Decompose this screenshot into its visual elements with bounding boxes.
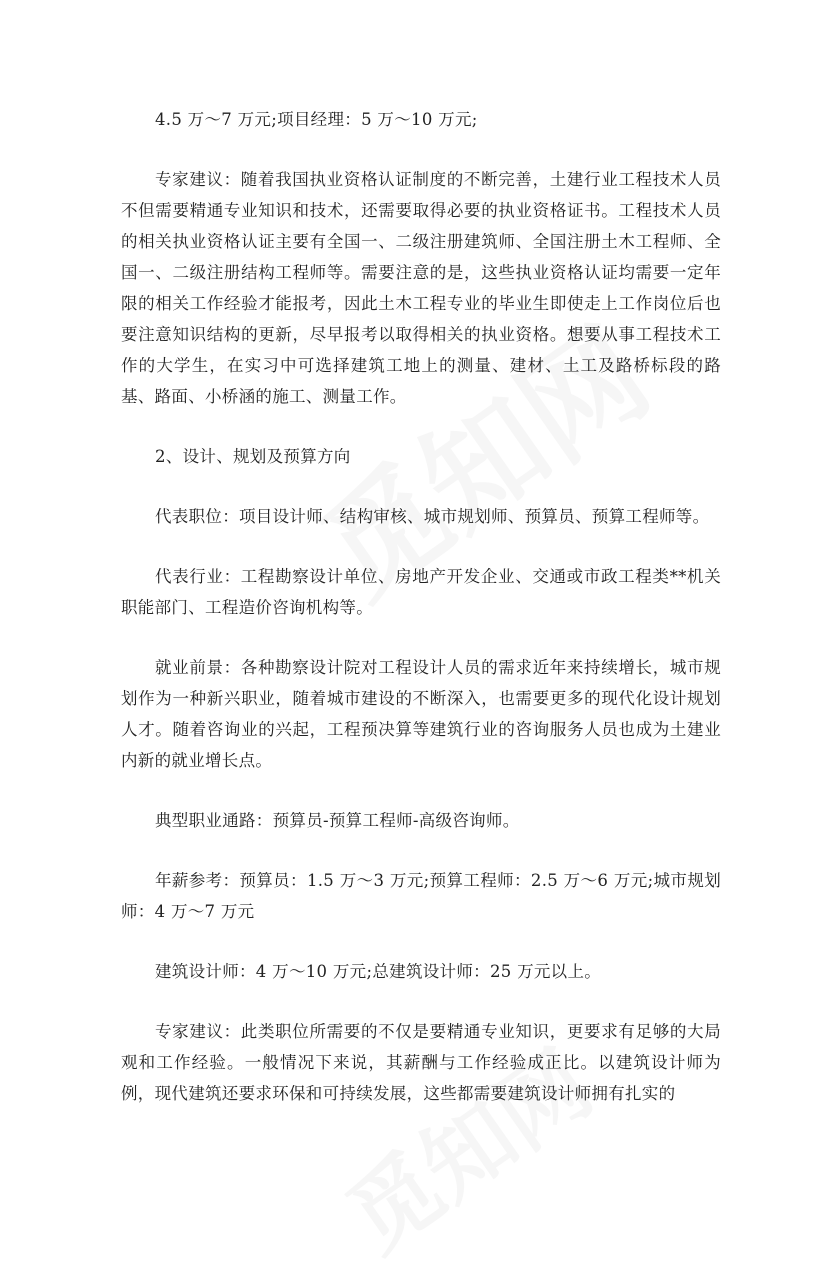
paragraph-architect-salary: 建筑设计师：4 万～10 万元;总建筑设计师：25 万元以上。 xyxy=(155,962,602,981)
paragraph-salary-continued: 4.5 万～7 万元;项目经理：5 万～10 万元; xyxy=(155,110,478,129)
paragraph-industries: 代表行业：工程勘察设计单位、房地产开发企业、交通或市政工程类**机关职能部门、工程造价咨询机构等。 xyxy=(121,567,721,617)
section-heading-design: 2、设计、规划及预算方向 xyxy=(155,447,351,466)
paragraph-salary-reference: 年薪参考：预算员：1.5 万～3 万元;预算工程师：2.5 万～6 万元;城市规划师：4 万～7 万元 xyxy=(121,871,721,921)
paragraph-expert-advice-1: 专家建议：随着我国执业资格认证制度的不断完善，土建行业工程技术人员不但需要精通专业知识和技术，还需要取得必要的执业资格证书。工程技术人员的相关执业资格认证主要有全国一、二级注册建筑师、全国注册土木工程师、全国一、二级注册结构工程师等。需要注意的是，这些执业资格认证均需要一定年限的相关工作经验才能报考，因此土木工程专业的毕业生即使走上工作岗位后也要注意知识结构的更新，尽早报考以取得相关的执业资格。想要从事工程技术工作的大学生，在实习中可选择建筑工地上的测量、建材、土工及路桥标段的路基、路面、小桥涵的施工、测量工作。 xyxy=(121,170,721,406)
paragraph-positions: 代表职位：项目设计师、结构审核、城市规划师、预算员、预算工程师等。 xyxy=(155,507,710,526)
paragraph-expert-advice-2: 专家建议：此类职位所需要的不仅是要精通专业知识，更要求有足够的大局观和工作经验。一般情况下来说，其薪酬与工作经验成正比。以建筑设计师为例，现代建筑还要求环保和可持续发展，这些都需要建筑设计师拥有扎实的 xyxy=(121,1022,721,1103)
document-body xyxy=(121,104,721,1138)
paragraph-prospects: 就业前景：各种勘察设计院对工程设计人员的需求近年来持续增长，城市规划作为一种新兴职业，随着城市建设的不断深入，也需要更多的现代化设计规划人才。随着咨询业的兴起，工程预决算等建筑行业的咨询服务人员也成为土建业内新的就业增长点。 xyxy=(121,658,721,770)
paragraph-career-path: 典型职业通路：预算员-预算工程师-高级咨询师。 xyxy=(155,811,520,830)
